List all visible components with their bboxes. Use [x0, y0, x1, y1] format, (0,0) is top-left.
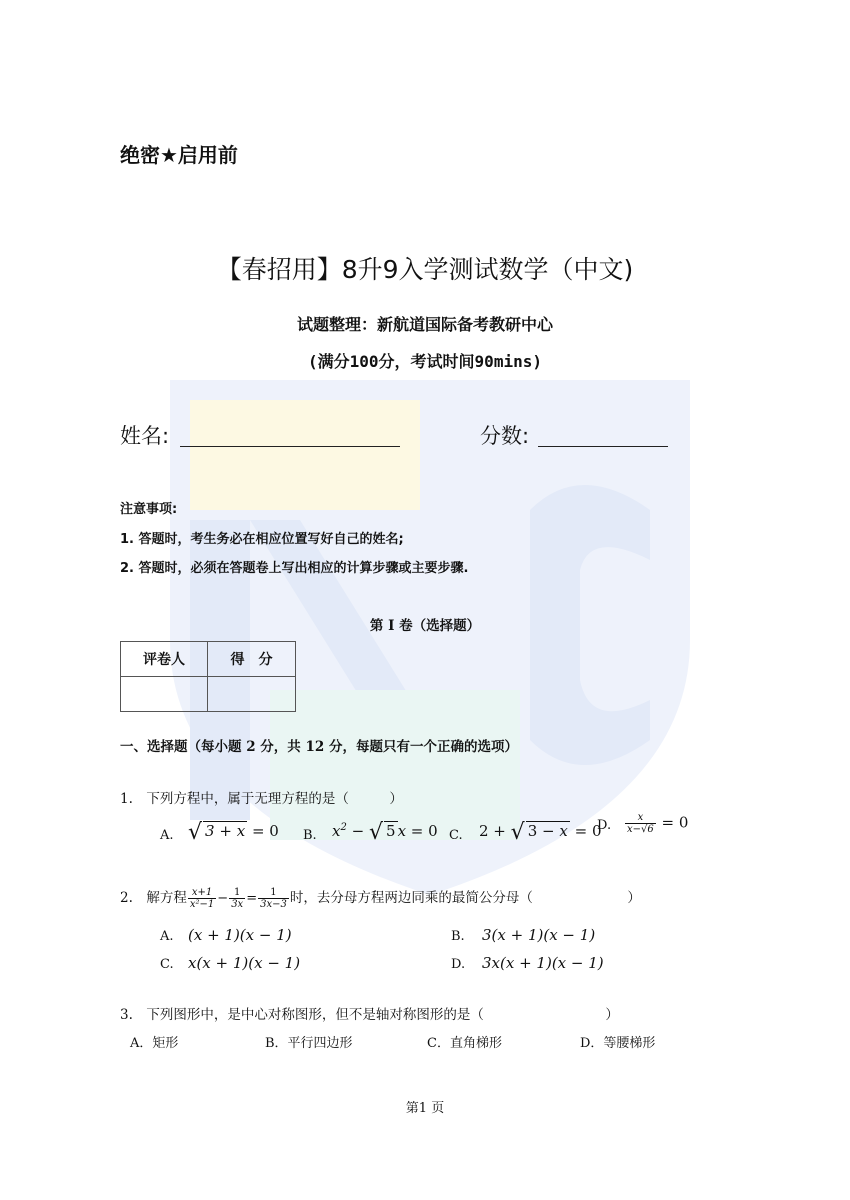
compiled-by: 试题整理：新航道国际备考教研中心	[296, 315, 553, 334]
score-label: 分数:	[480, 424, 530, 448]
grader-header: 评卷人	[121, 642, 208, 677]
notice-item: 1. 答题时，考生务必在相应位置写好自己的姓名;	[120, 532, 404, 547]
q1-option-a-formula[interactable]: √ 3 + x = 0	[188, 820, 279, 845]
q2-option-d[interactable]: 3x(x + 1)(x − 1)	[482, 954, 604, 972]
score-field[interactable]	[538, 446, 668, 447]
q1-option-b-letter: B.	[303, 828, 317, 843]
q2-option-b[interactable]: 3(x + 1)(x − 1)	[482, 926, 596, 944]
q3-option-a[interactable]: A．矩形	[130, 1036, 179, 1051]
name-field[interactable]	[180, 446, 400, 447]
volume-title: 第 I 卷（选择题）	[369, 618, 481, 634]
q1-option-b-formula[interactable]: $x^2$ − √ 5 x = 0	[332, 820, 438, 845]
exam-title: 【春招用】8升9入学测试数学（中文)	[216, 255, 634, 284]
q2-equation: $\frac{x+1}{\text{x²−1}}$ − $\frac{1}{3x}$ = $\frac{1}{3x-3}$	[189, 887, 287, 910]
q2-option-a-letter: A.	[160, 929, 174, 944]
q2-option-a[interactable]: (x + 1)(x − 1)	[188, 926, 292, 944]
notice-item: 2. 答题时，必须在答题卷上写出相应的计算步骤或主要步骤.	[120, 561, 469, 576]
question-3-stem: 3. 下列图形中，是中心对称图形，但不是轴对称图形的是（ ）	[120, 1007, 619, 1023]
q3-option-c[interactable]: C．直角梯形	[427, 1036, 502, 1051]
question-1-stem: 1. 下列方程中，属于无理方程的是（ ）	[120, 791, 403, 807]
exam-info: (满分100分，考试时间90mins)	[308, 352, 542, 371]
q2-number: 2. 解方程	[120, 890, 187, 906]
page-number: 第1 页	[405, 1101, 445, 1116]
q1-option-c-formula[interactable]: 2 + √ 3 − x = 0	[479, 820, 602, 845]
name-label: 姓名:	[120, 424, 170, 448]
q2-stem-tail: 时，去分母方程两边同乘的最简公分母（ ）	[289, 890, 641, 906]
q1-option-d-formula[interactable]: $\frac{x}{x-√6}$ = 0	[627, 812, 689, 835]
q1-option-a-letter: A.	[160, 828, 174, 843]
score-header: 得 分	[208, 642, 296, 677]
grader-table	[120, 641, 296, 712]
score-cell[interactable]	[208, 677, 296, 712]
q1-option-d-letter: D.	[597, 818, 612, 833]
q3-option-d[interactable]: D．等腰梯形	[580, 1036, 656, 1051]
q2-option-c[interactable]: x(x + 1)(x − 1)	[188, 954, 301, 972]
q1-option-c-letter: C.	[449, 828, 463, 843]
question-2-stem	[120, 886, 641, 910]
q2-option-b-letter: B.	[451, 929, 465, 944]
confidential-label: 绝密★启用前	[120, 143, 238, 167]
q2-option-d-letter: D.	[451, 957, 466, 972]
notice-heading: 注意事项:	[120, 502, 178, 517]
grader-cell[interactable]	[121, 677, 208, 712]
q3-option-b[interactable]: B．平行四边形	[265, 1036, 353, 1051]
section-heading: 一、选择题（每小题 2 分，共 12 分，每题只有一个正确的选项）	[120, 739, 518, 755]
q2-option-c-letter: C.	[160, 957, 174, 972]
